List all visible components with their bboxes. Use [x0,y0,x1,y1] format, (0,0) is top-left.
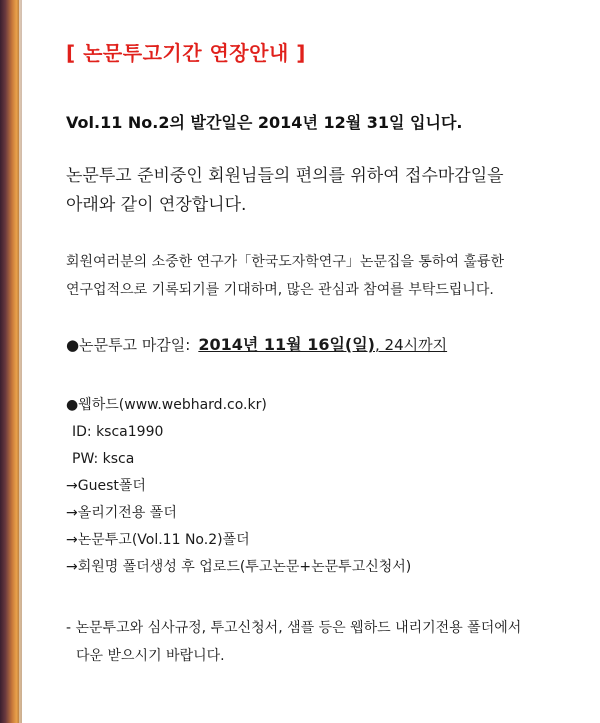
webhard-step: →올리기전용 폴더 [66,505,177,521]
deadline-label: ●논문투고 마감일: [66,336,191,354]
webhard-heading: ●웹하드(www.webhard.co.kr) [66,397,267,413]
intro-paragraph [66,162,504,220]
deadline-time: , 24시까지 [375,336,448,354]
webhard-pw: PW: ksca [72,451,135,467]
webhard-step: →논문투고(Vol.11 No.2)폴더 [66,532,250,548]
download-note [66,614,521,670]
note-line: - 논문투고와 심사규정, 투고신청서, 샘플 등은 웹하드 내리기전용 폴더에서 [66,620,522,636]
deadline-date: 2014년 11월 16일(일) [198,335,375,354]
note-line: 다운 받으시기 바랍니다. [76,648,225,664]
body-line: 연구업적으로 기록되기를 기대하며, 많은 관심과 참여를 부탁드립니다. [66,282,494,298]
webhard-step: →회원명 폴더생성 후 업로드(투고논문+논문투고신청서) [66,559,412,575]
deadline-line [66,332,447,355]
body-paragraph [66,248,504,304]
webhard-instructions [66,392,411,581]
intro-line: 아래와 같이 연장합니다. [66,195,247,215]
issue-date-line: Vol.11 No.2의 발간일은 2014년 12월 31일 입니다. [66,113,463,132]
notice-title: [ 논문투고기간 연장안내 ] [66,41,306,65]
intro-line: 논문투고 준비중인 회원님들의 편의를 위하여 접수마감일을 [66,166,504,186]
webhard-step: →Guest폴더 [66,478,146,494]
body-line: 회원여러분의 소중한 연구가「한국도자학연구」논문집을 통하여 훌륭한 [66,254,504,270]
decorative-side-bar [0,0,22,723]
webhard-id: ID: ksca1990 [72,424,164,440]
